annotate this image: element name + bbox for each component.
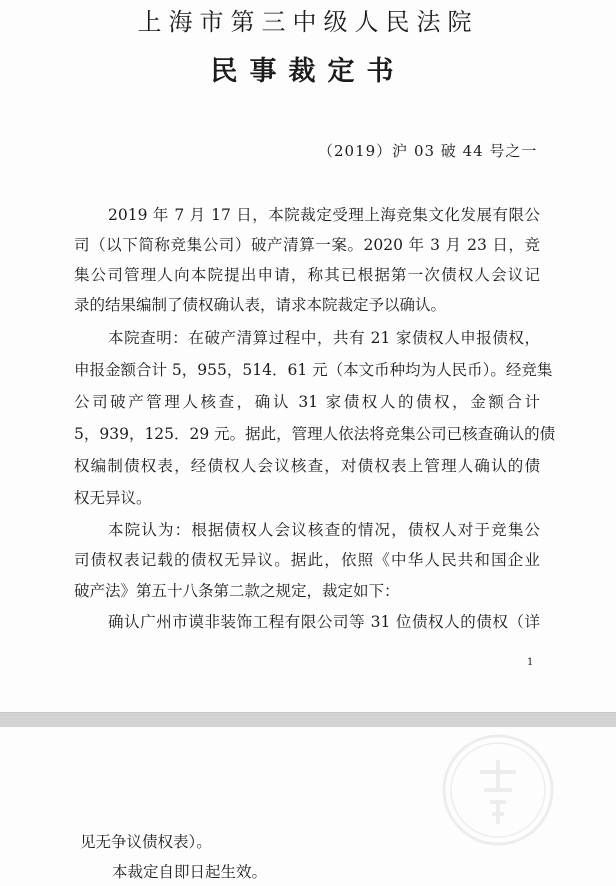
body-line: 破产法》第五十八条第二款之规定，裁定如下： <box>74 582 400 600</box>
body-line: 司债权表记载的债权无异议。据此，依照《中华人民共和国企业 <box>74 551 540 569</box>
body-line: 本院查明：在破产清算过程中，共有 21 家债权人申报债权， <box>108 329 540 347</box>
body-line: 申报金额合计 5，955，514．61 元（本文币种均为人民币）。经竞集 <box>74 361 553 379</box>
body-line: 权无异议。 <box>74 489 152 507</box>
body-line: 见无争议债权表）。 <box>80 833 212 851</box>
body-line: 本裁定自即日起生效。 <box>112 863 268 881</box>
body-line: 录的结果编制了债权确认表，请求本院裁定予以确认。 <box>74 296 447 314</box>
body-line: 集公司管理人向本院提出申请，称其已根据第一次债权人会议记 <box>74 266 540 284</box>
page-number: 1 <box>527 657 534 668</box>
body-line: 确认广州市谟非装饰工程有限公司等 31 位债权人的债权（详 <box>108 613 540 631</box>
document-title: 民事裁定书 <box>210 56 406 87</box>
body-line: 权编制债权表，经债权人会议核查，对债权表上管理人确认的债 <box>74 457 540 475</box>
court-seal-watermark <box>440 732 556 848</box>
page-gap <box>0 712 616 728</box>
body-line: 本院认为：根据债权人会议核查的情况，债权人对于竞集公 <box>108 521 540 539</box>
body-line: 5，939，125．29 元。据此，管理人依法将竞集公司已核查确认的债 <box>74 425 556 443</box>
body-line: 司（以下简称竞集公司）破产清算一案。2020 年 3 月 23 日，竞 <box>74 236 540 254</box>
court-name: 上海市第三中级人民法院 <box>137 8 479 36</box>
case-number: （2019）沪 03 破 44 号之一 <box>318 142 538 160</box>
body-line: 2019 年 7 月 17 日，本院裁定受理上海竞集文化发展有限公 <box>108 206 540 224</box>
body-line: 公司破产管理人核查，确认 31 家债权人的债权，金额合计 <box>74 393 540 411</box>
